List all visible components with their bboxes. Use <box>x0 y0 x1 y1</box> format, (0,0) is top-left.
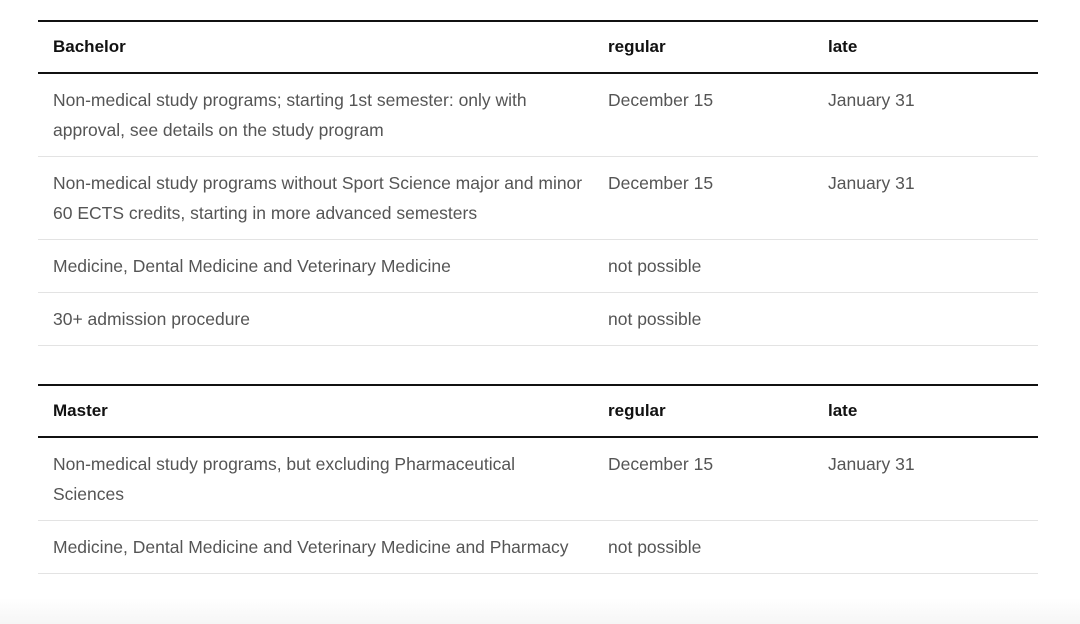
late-deadline-cell: January 31 <box>813 437 1038 521</box>
program-cell: 30+ admission procedure <box>38 293 593 346</box>
header-regular: regular <box>608 37 666 56</box>
program-cell: Non-medical study programs, but excluding Pharmaceutical Sciences <box>38 437 593 521</box>
program-cell: Non-medical study programs without Sport Science major and minor 60 ECTS credits, starting in more advanced semesters <box>38 157 593 240</box>
table-row <box>38 293 1038 346</box>
table-row <box>38 521 1038 574</box>
late-deadline-cell <box>813 521 1038 574</box>
header-degree: Bachelor <box>53 37 126 56</box>
regular-deadline-cell: December 15 <box>593 73 813 157</box>
page-bottom-shade <box>0 598 1080 624</box>
table-row <box>38 240 1038 293</box>
late-deadline-cell <box>813 240 1038 293</box>
header-late: late <box>828 37 858 56</box>
program-cell: Medicine, Dental Medicine and Veterinary Medicine <box>38 240 593 293</box>
header-late: late <box>828 401 858 420</box>
table-row <box>38 157 1038 240</box>
header-regular: regular <box>608 401 666 420</box>
late-deadline-cell <box>813 293 1038 346</box>
bachelor-deadlines-table <box>38 20 1038 346</box>
header-degree: Master <box>53 401 108 420</box>
regular-deadline-cell: December 15 <box>593 157 813 240</box>
regular-deadline-cell: not possible <box>593 240 813 293</box>
program-cell: Non-medical study programs; starting 1st semester: only with approval, see details on the study program <box>38 73 593 157</box>
program-cell: Medicine, Dental Medicine and Veterinary Medicine and Pharmacy <box>38 521 593 574</box>
master-deadlines-table <box>38 384 1038 574</box>
regular-deadline-cell: not possible <box>593 293 813 346</box>
late-deadline-cell: January 31 <box>813 73 1038 157</box>
table-row <box>38 437 1038 521</box>
table-row <box>38 73 1038 157</box>
late-deadline-cell: January 31 <box>813 157 1038 240</box>
table-header-row <box>38 385 1038 437</box>
regular-deadline-cell: December 15 <box>593 437 813 521</box>
deadlines-content <box>38 20 1038 574</box>
regular-deadline-cell: not possible <box>593 521 813 574</box>
table-header-row <box>38 21 1038 73</box>
